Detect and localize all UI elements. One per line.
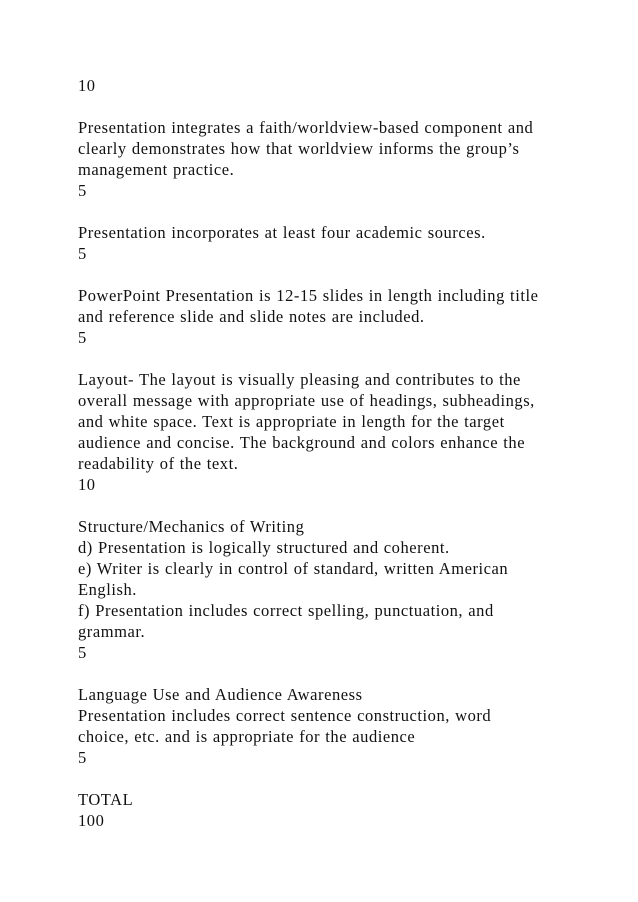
criterion-sources xyxy=(78,222,598,264)
criterion-text-line: management practice. xyxy=(78,160,235,179)
criterion-text-line: Presentation integrates a faith/worldview-based component and xyxy=(78,118,534,137)
spacer xyxy=(78,348,598,369)
criterion-text-line: Layout- The layout is visually pleasing and contributes to the xyxy=(78,370,521,389)
total-value: 100 xyxy=(78,811,105,830)
criterion-text-line: d) Presentation is logically structured and coherent. xyxy=(78,538,450,557)
total-block xyxy=(78,789,598,831)
criterion-structure-mechanics xyxy=(78,516,598,663)
criterion-text-line: Presentation incorporates at least four academic sources. xyxy=(78,223,486,242)
criterion-points: 5 xyxy=(78,748,87,767)
criterion-language-use xyxy=(78,684,598,768)
criterion-text-line: overall message with appropriate use of headings, subheadings, xyxy=(78,391,535,410)
criterion-text-line: PowerPoint Presentation is 12-15 slides in length including title xyxy=(78,286,539,305)
criterion-text-line: and reference slide and slide notes are included. xyxy=(78,307,425,326)
rubric-text xyxy=(78,75,598,831)
criterion-text-line: choice, etc. and is appropriate for the audience xyxy=(78,727,416,746)
criterion-text-line: e) Writer is clearly in control of standard, written American xyxy=(78,559,509,578)
spacer xyxy=(78,264,598,285)
criterion-text-line: Presentation includes correct sentence construction, word xyxy=(78,706,492,725)
criterion-worldview xyxy=(78,117,598,201)
criterion-points: 5 xyxy=(78,181,87,200)
criterion-text-line: grammar. xyxy=(78,622,146,641)
criterion-text-line: f) Presentation includes correct spelling, punctuation, and xyxy=(78,601,494,620)
criterion-text-line: readability of the text. xyxy=(78,454,239,473)
spacer xyxy=(78,201,598,222)
criterion-layout xyxy=(78,369,598,495)
criterion-heading: Structure/Mechanics of Writing xyxy=(78,517,305,536)
total-label: TOTAL xyxy=(78,790,134,809)
criterion-text-line: and white space. Text is appropriate in length for the target xyxy=(78,412,505,431)
criterion-text-line: English. xyxy=(78,580,137,599)
criterion-points: 5 xyxy=(78,643,87,662)
spacer xyxy=(78,495,598,516)
criterion-slides xyxy=(78,285,598,348)
spacer xyxy=(78,768,598,789)
spacer xyxy=(78,96,598,117)
points-value: 10 xyxy=(78,76,96,95)
criterion-points: 5 xyxy=(78,328,87,347)
criterion-text-line: audience and concise. The background and colors enhance the xyxy=(78,433,526,452)
criterion-text-line: clearly demonstrates how that worldview informs the group’s xyxy=(78,139,520,158)
spacer xyxy=(78,663,598,684)
criterion-heading: Language Use and Audience Awareness xyxy=(78,685,363,704)
criterion-points: 10 xyxy=(78,475,96,494)
points-block xyxy=(78,75,598,96)
criterion-points: 5 xyxy=(78,244,87,263)
